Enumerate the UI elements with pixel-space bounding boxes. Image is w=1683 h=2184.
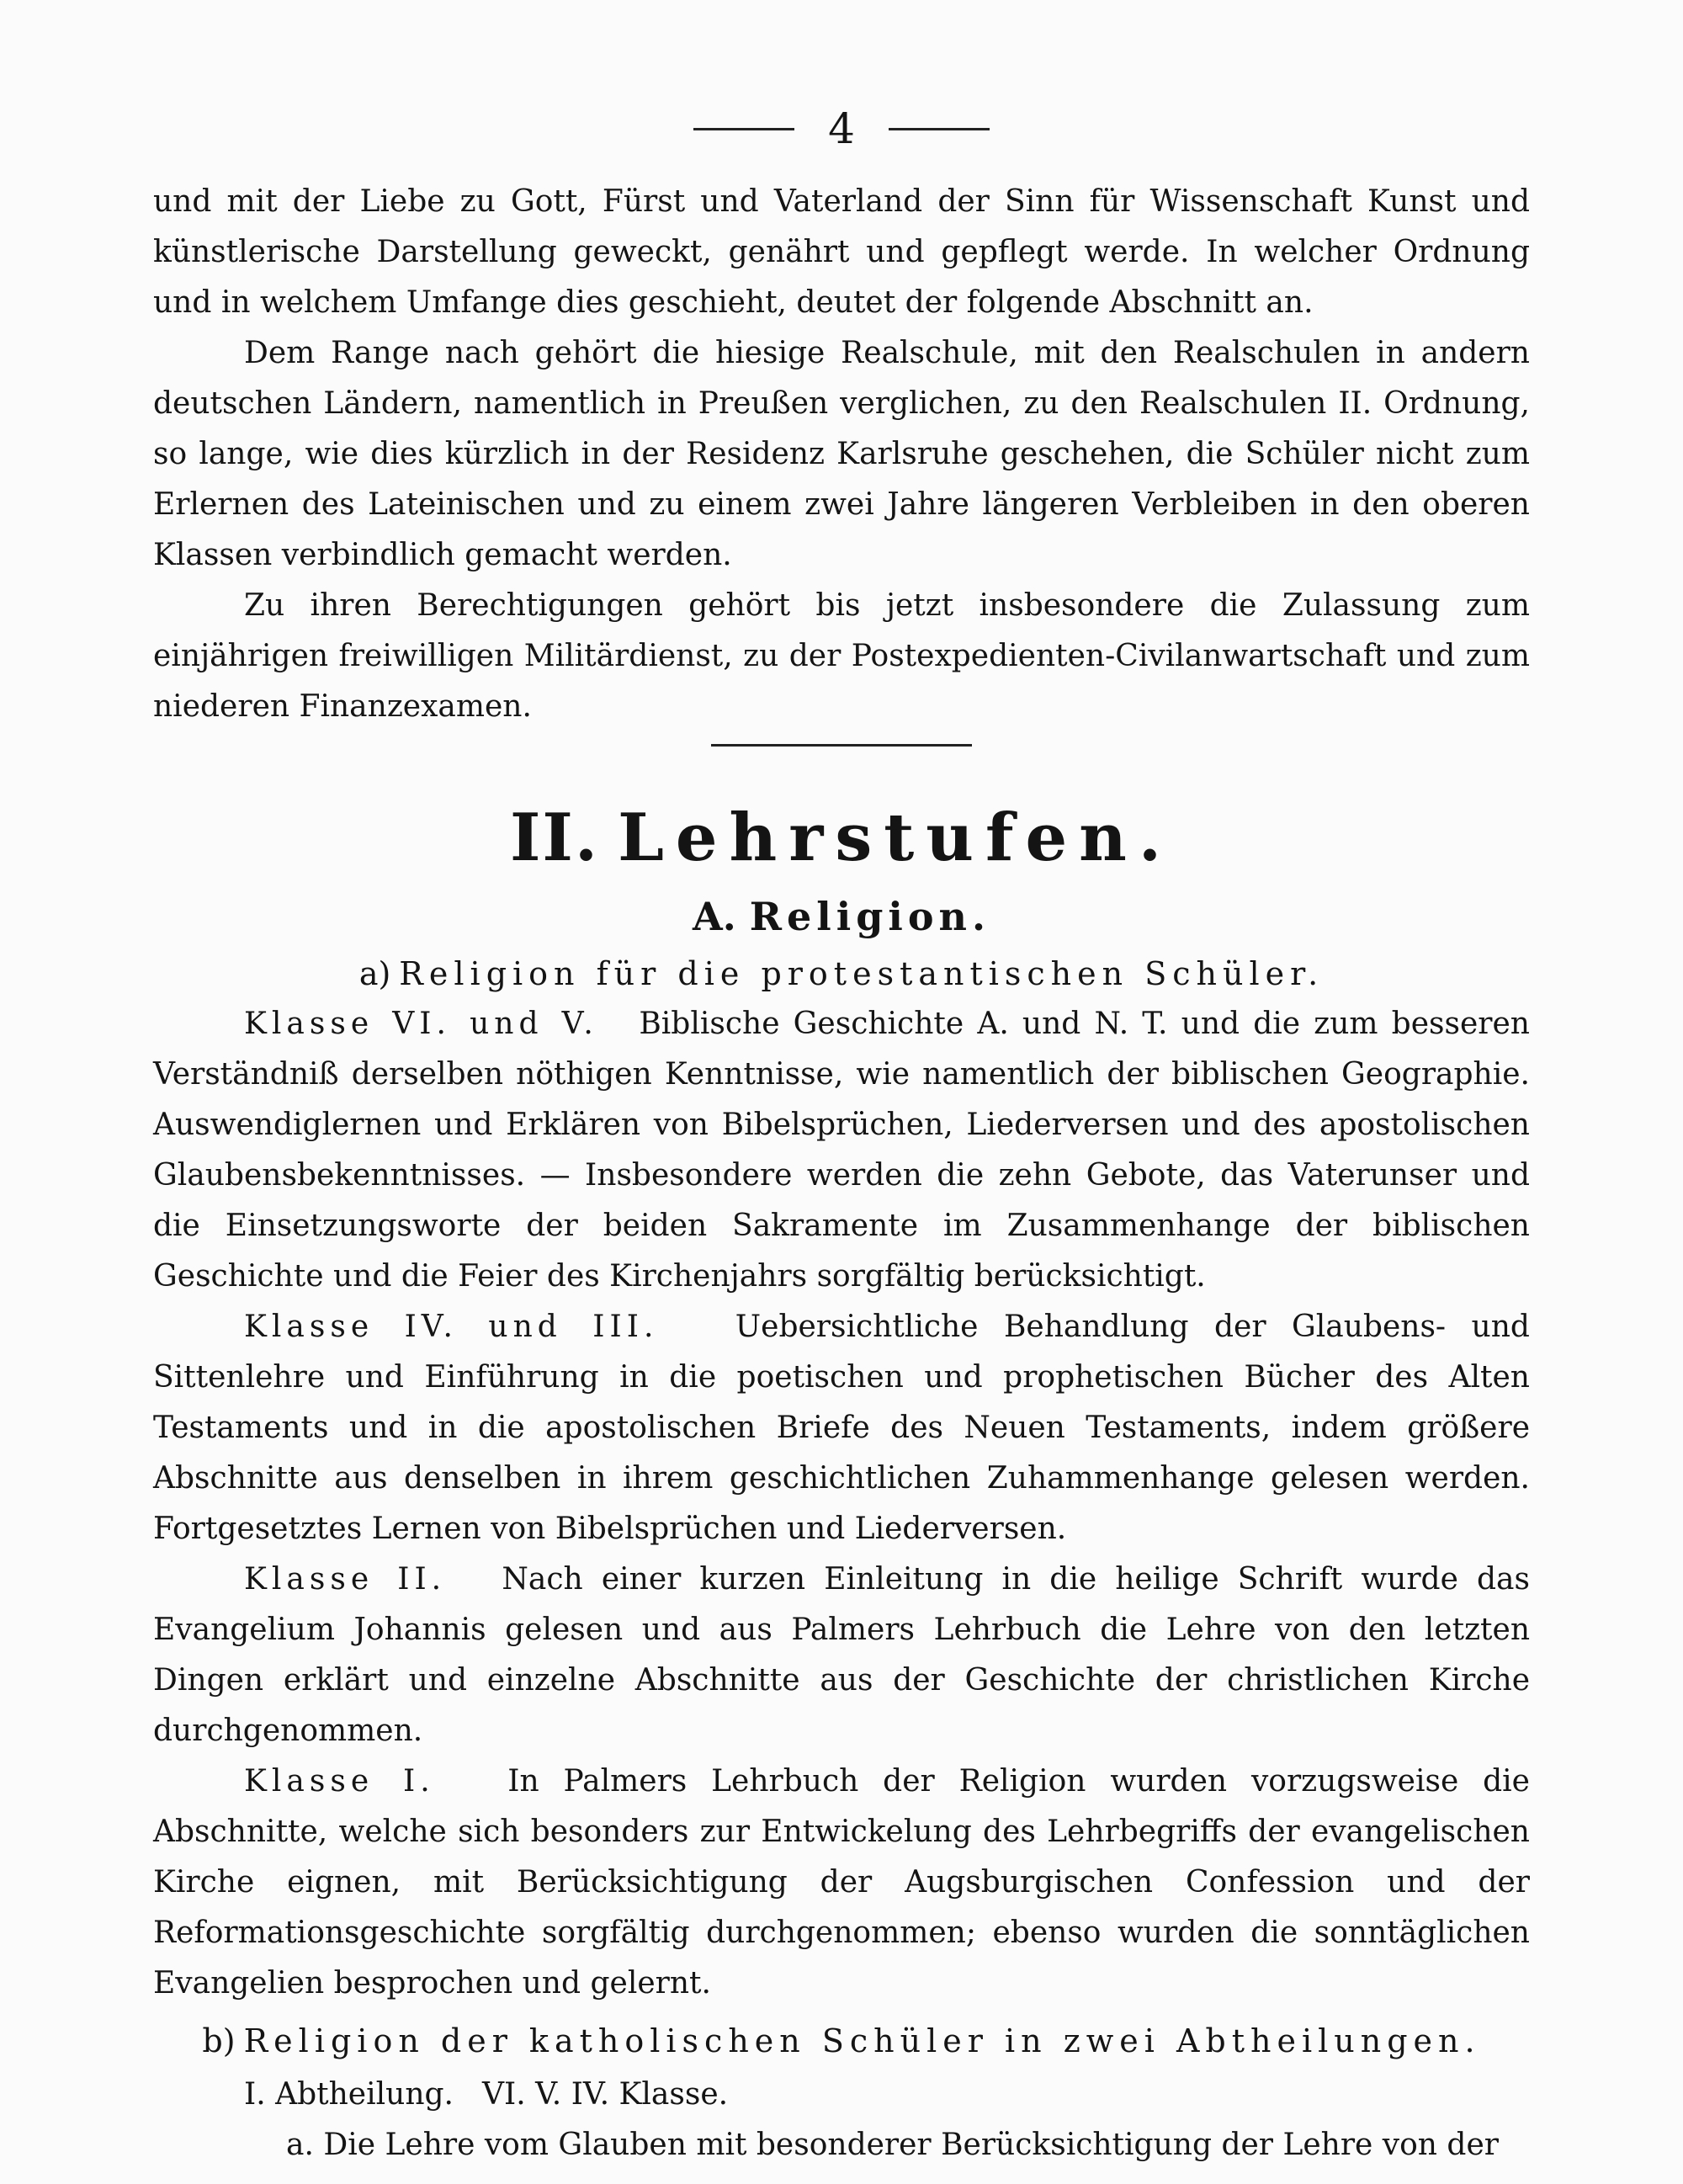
abtheilung-line — [244, 2070, 1530, 2120]
klasse-lead: Klasse IV. und III. — [244, 1310, 659, 1344]
klasse-paragraph-4-3 — [153, 1302, 1530, 1554]
protestant-heading-title: Religion für die protestantischen Schüler. — [399, 955, 1325, 992]
klasse-paragraph-2 — [153, 1554, 1530, 1756]
klasse-lead: Klasse II. — [244, 1562, 447, 1597]
protestant-heading — [153, 949, 1530, 999]
list-item-a — [153, 2120, 1530, 2171]
page-body — [153, 177, 1530, 2171]
paragraph-continuation: und mit der Liebe zu Gott, Fürst und Vaterland der Sinn für Wissenschaft Kunst und künstlerische Darstellung geweckt, genährt und gepflegt werde. In welcher Ordnung und in welchem Umfange dies geschieht, deutet der folgende Abschnitt an. — [153, 184, 1530, 320]
paragraph-rank: Dem Range nach gehört die hiesige Realschule, mit den Realschulen in andern deutschen Ländern, namentlich in Preußen verglichen, zu den Realschulen II. Ordnung, so lange, wie dies kürzlich in der Residenz Karlsruhe geschehen, die Schüler nicht zum Erlernen des Lateinischen und zu einem zwei Jahre längeren Verbleiben in den oberen Klassen verbindlich gemacht werden. — [153, 336, 1530, 572]
section-heading-title: Lehrstufen. — [618, 800, 1174, 876]
subsection-heading-letter: A. — [693, 894, 736, 939]
klasse-paragraph-1 — [153, 1756, 1530, 2009]
protestant-heading-tag: a) — [358, 955, 391, 992]
klasse-text: Nach einer kurzen Einleitung in die heilige Schrift wurde das Evangelium Johannis gelesen und aus Palmers Lehrbuch die Lehre von den letzten Dingen erklärt und einzelne Abschnitte aus der Geschichte der christlichen Kirche durchgenommen. — [153, 1562, 1530, 1748]
abtheilung-label: I. Abtheilung. — [244, 2077, 454, 2112]
page-number: 4 — [828, 104, 855, 153]
list-item-text: Die Lehre vom Glauben mit besonderer Berücksichtigung der Lehre von der — [323, 2128, 1499, 2162]
page-header — [0, 99, 1683, 158]
klasse-lead: Klasse VI. und V. — [244, 1007, 598, 1041]
abtheilung-klassen: VI. V. IV. Klasse. — [482, 2077, 729, 2112]
catholic-heading-title: Religion der katholischen Schüler in zwei Abtheilungen. — [243, 2022, 1481, 2059]
subsection-heading-title: Religion. — [749, 894, 990, 939]
catholic-heading-tag: b) — [202, 2022, 236, 2059]
klasse-lead: Klasse I. — [244, 1764, 435, 1799]
list-item-marker: a. — [286, 2128, 314, 2162]
paragraph-privileges: Zu ihren Berechtigungen gehört bis jetzt insbesondere die Zulassung zum einjährigen freiwilligen Militärdienst, zu der Postexpedienten-Civilanwartschaft und zum niederen Finanzexamen. — [153, 588, 1530, 724]
section-separator — [711, 744, 972, 747]
section-heading — [153, 800, 1530, 876]
header-rule-right — [889, 128, 990, 130]
section-heading-number: II. — [509, 800, 600, 876]
klasse-paragraph-6-5 — [153, 999, 1530, 1302]
subsection-heading — [153, 891, 1530, 942]
catholic-heading — [153, 2016, 1530, 2066]
klasse-text: Uebersichtliche Behandlung der Glaubens- und Sittenlehre und Einführung in die poetischen und prophetischen Bücher des Alten Testaments und in die apostolischen Briefe des Neuen Testaments, indem größere Abschnitte aus denselben in ihrem geschichtlichen Zuhammenhange gelesen werden. Fortgesetztes Lernen von Bibelsprüchen und Liederversen. — [153, 1310, 1530, 1546]
klasse-text: Biblische Geschichte A. und N. T. und die zum besseren Verständniß derselben nöthigen Kenntnisse, wie namentlich der biblischen Geographie. Auswendiglernen und Erklären von Bibelsprüchen, Liederversen und des apostolischen Glaubensbekenntnisses. — Insbesondere werden die zehn Gebote, das Vaterunser und die Einsetzungsworte der beiden Sakramente im Zusammenhange der biblischen Geschichte und die Feier des Kirchenjahrs sorgfältig berücksichtigt. — [153, 1007, 1530, 1294]
klasse-text: In Palmers Lehrbuch der Religion wurden vorzugsweise die Abschnitte, welche sich besonders zur Entwickelung des Lehrbegriffs der evangelischen Kirche eignen, mit Berücksichtigung der Augsburgischen Confession und der Reformationsgeschichte sorgfältig durchgenommen; ebenso wurden die sonntäglichen Evangelien besprochen und gelernt. — [153, 1764, 1530, 2001]
header-rule-left — [693, 128, 794, 130]
